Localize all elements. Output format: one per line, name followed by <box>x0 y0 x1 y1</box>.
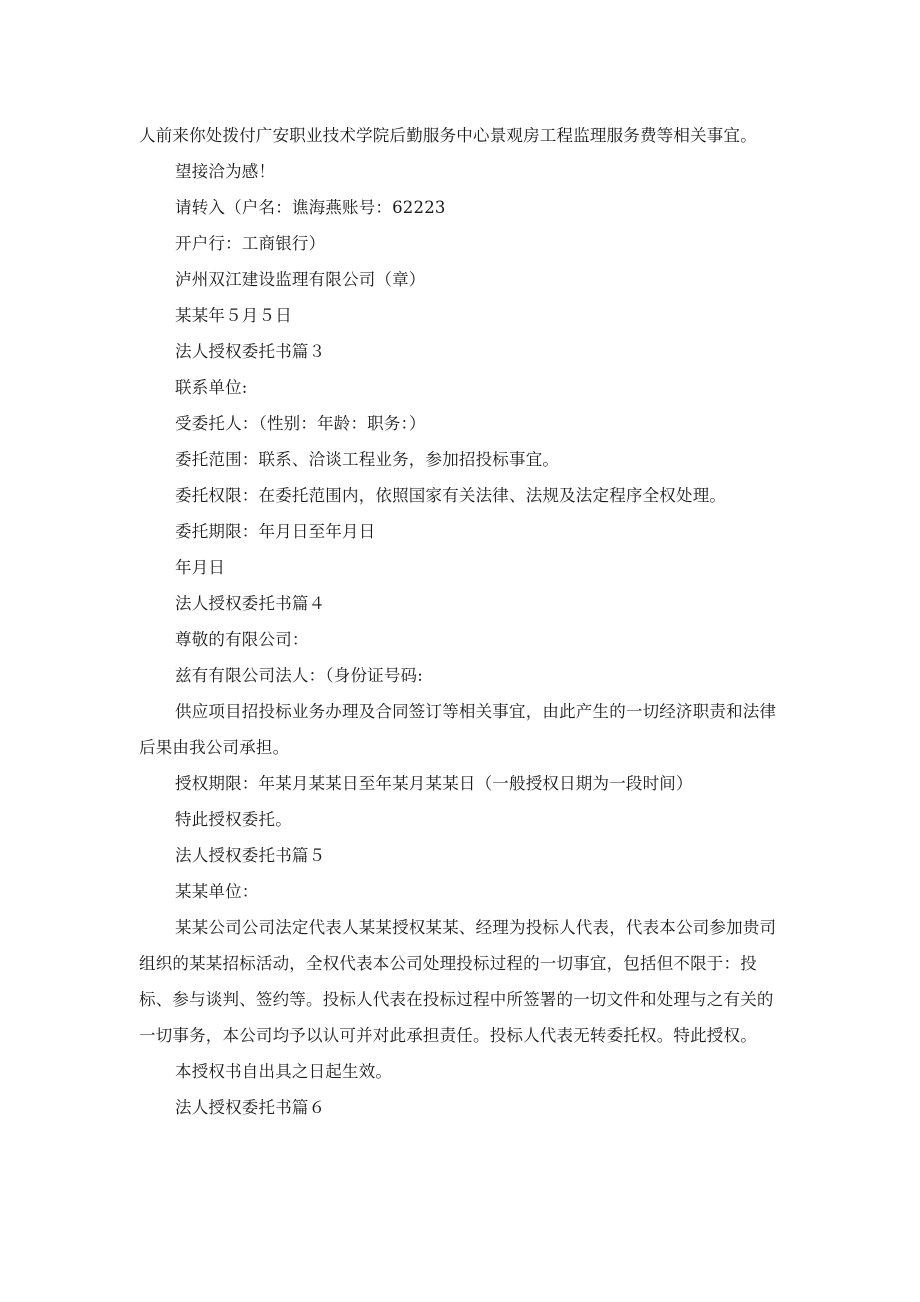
paragraph-22: 某某公司公司法定代表人某某授权某某、经理为投标人代表，代表本公司参加贵司组织的某某招标活动，全权代表本公司处理投标过程的一切事宜，包括但不限于：投标、参与谈判、签约等。投标人代表在投标过程中所签署的一切文件和处理与之有关的一切事务，本公司均予以认可并对此承担责任。投标人代表无转委托权。特此授权。 <box>139 918 777 1045</box>
paragraph-17: 供应项目招投标业务办理及合同签订等相关事宜，由此产生的一切经济职责和法律后果由我公司承担。 <box>139 702 777 757</box>
section-heading-4: 法人授权委托书篇４ <box>175 594 326 613</box>
paragraph-16: 兹有有限公司法人：（身份证号码: <box>175 666 424 685</box>
paragraph-21: 某某单位： <box>175 882 259 901</box>
paragraph-23: 本授权书自出具之日起生效。 <box>175 1062 393 1081</box>
section-heading-3: 法人授权委托书篇３ <box>175 342 326 361</box>
paragraph-2: 望接洽为感！ <box>175 162 276 181</box>
paragraph-4: 开户行：工商银行） <box>175 234 326 253</box>
paragraph-10: 委托范围：联系、洽谈工程业务，参加招投标事宜。 <box>175 450 560 469</box>
section-heading-5: 法人授权委托书篇５ <box>175 846 326 865</box>
document-body <box>139 118 779 1126</box>
paragraph-18: 授权期限：年某月某某日至年某月某某日（一般授权日期为一段时间） <box>175 774 693 793</box>
paragraph-5: 泸州双江建设监理有限公司（章） <box>175 270 426 289</box>
paragraph-12: 委托期限：年月日至年月日 <box>175 522 376 541</box>
paragraph-15: 尊敬的有限公司： <box>175 630 309 649</box>
paragraph-6: 某某年５月５日 <box>175 306 292 325</box>
section-heading-6: 法人授权委托书篇６ <box>175 1098 326 1117</box>
paragraph-9: 受委托人：（性别：年龄：职务：） <box>175 414 426 433</box>
paragraph-8: 联系单位: <box>175 378 248 397</box>
paragraph-1: 人前来你处拨付广安职业技术学院后勤服务中心景观房工程监理服务费等相关事宜。 <box>139 126 757 145</box>
paragraph-3: 请转入（户名：谯海燕账号：62223 <box>175 198 446 217</box>
paragraph-11: 委托权限：在委托范围内，依照国家有关法律、法规及法定程序全权处理。 <box>175 486 727 505</box>
paragraph-13: 年月日 <box>175 558 226 577</box>
paragraph-19: 特此授权委托。 <box>175 810 292 829</box>
